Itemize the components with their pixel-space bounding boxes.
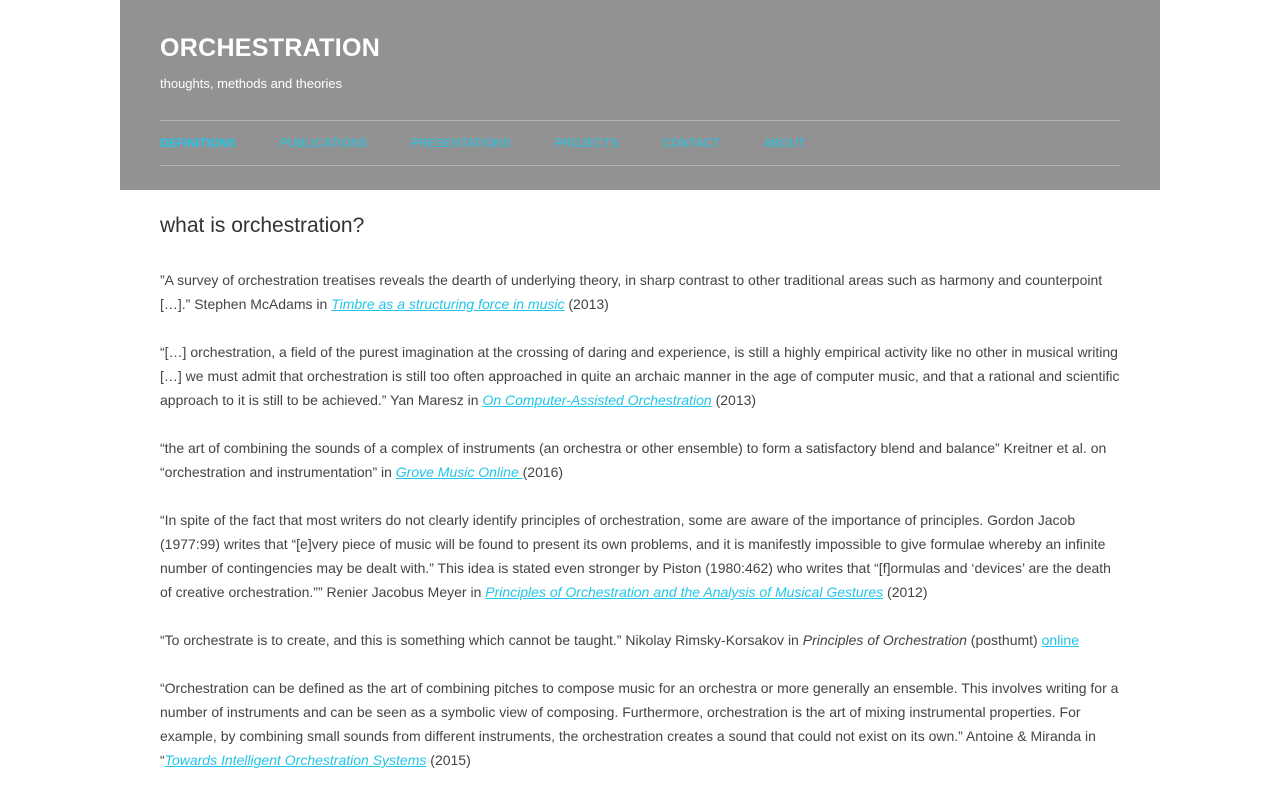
- source-link[interactable]: On Computer-Assisted Orchestration: [482, 392, 712, 408]
- site-title[interactable]: ORCHESTRATION: [160, 34, 381, 62]
- page-title: what is orchestration?: [160, 214, 365, 237]
- main-navigation: [160, 120, 1120, 166]
- source-link[interactable]: Timbre as a structuring force in music: [331, 296, 565, 312]
- nav-item-presentations[interactable]: PRESENTATIONS: [411, 136, 511, 150]
- quote-paragraph: [160, 508, 1122, 604]
- quote-text: “the art of combining the sounds of a complex of instruments (an orchestra or other ensemble) to form a satisfactory blend and balance” Kreitner et al. on “orchestration and instrumentation” in: [160, 440, 1107, 480]
- book-title: Principles of Orchestration: [802, 632, 967, 648]
- quote-paragraph: [160, 268, 1122, 316]
- quote-paragraph: [160, 436, 1122, 484]
- online-link[interactable]: online: [1041, 632, 1079, 648]
- source-link[interactable]: Grove Music Online: [395, 464, 523, 480]
- quote-text: “In spite of the fact that most writers do not clearly identify principles of orchestration, some are aware of the importance of principles. Gordon Jacob (1977:99) writes that “[e]very piece of music will be found to present its own problems, and it is manifestly impossible to give formulae whereby an infinite number of contingencies may be dealt with.” This idea is stated even stronger by Piston (1980:462) who writes that “[f]ormulas and ‘devices’ are the death of creative orchestration.”” Renier Jacobus Meyer in: [160, 512, 1111, 600]
- quote-text: “To orchestrate is to create, and this is something which cannot be taught.” Nikolay Rimsky-Korsakov in: [160, 632, 803, 648]
- nav-item-contact[interactable]: CONTACT: [662, 136, 720, 150]
- main-content: [160, 210, 1122, 796]
- quote-paragraph: [160, 340, 1122, 412]
- source-link[interactable]: Principles of Orchestration and the Analysis of Musical Gestures: [485, 584, 884, 600]
- quote-year: (2013): [564, 296, 609, 312]
- entry-body: [160, 268, 1122, 772]
- quote-year: (2015): [426, 752, 471, 768]
- quote-text: ”A survey of orchestration treatises reveals the dearth of underlying theory, in sharp contrast to other traditional areas such as harmony and counterpoint […].” Stephen McAdams in: [160, 272, 1103, 312]
- quote-year: (2013): [711, 392, 757, 408]
- nav-item-definitions[interactable]: DEFINITIONS: [160, 136, 237, 150]
- source-link[interactable]: Towards Intelligent Orchestration Systems: [164, 752, 427, 768]
- quote-text: “Orchestration can be defined as the art of combining pitches to compose music for an orchestra or more generally an ensemble. This involves writing for a number of instruments and can be seen as a symbolic view of composing. Furthermore, orchestration is the art of mixing instrumental properties. For example, by combining small sounds from different instruments, the orchestration creates a sound that could not exist on its own.” Antoine & Miranda in “: [160, 680, 1119, 768]
- quote-year: (2012): [883, 584, 928, 600]
- quote-year: (2016): [522, 464, 564, 480]
- site-header: [120, 0, 1160, 190]
- quote-paragraph: [160, 676, 1122, 772]
- nav-item-projects[interactable]: PROJECTS: [554, 136, 619, 150]
- nav-item-publications[interactable]: PUBLICATIONS: [280, 136, 368, 150]
- quote-text: “[…] orchestration, a field of the purest imagination at the crossing of daring and experience, is still a highly empirical activity like no other in musical writing […] we must admit that orchestration is still too often approached in quite an archaic manner in the age of computer music, and that a rational and scientific approach to it is still to be achieved.” Yan Maresz in: [160, 344, 1120, 408]
- nav-item-about[interactable]: ABOUT: [763, 136, 806, 150]
- nav-list: [160, 121, 1120, 165]
- site-tagline: thoughts, methods and theories: [160, 76, 343, 91]
- quote-note: (posthumt): [966, 632, 1042, 648]
- quote-paragraph: [160, 628, 1122, 652]
